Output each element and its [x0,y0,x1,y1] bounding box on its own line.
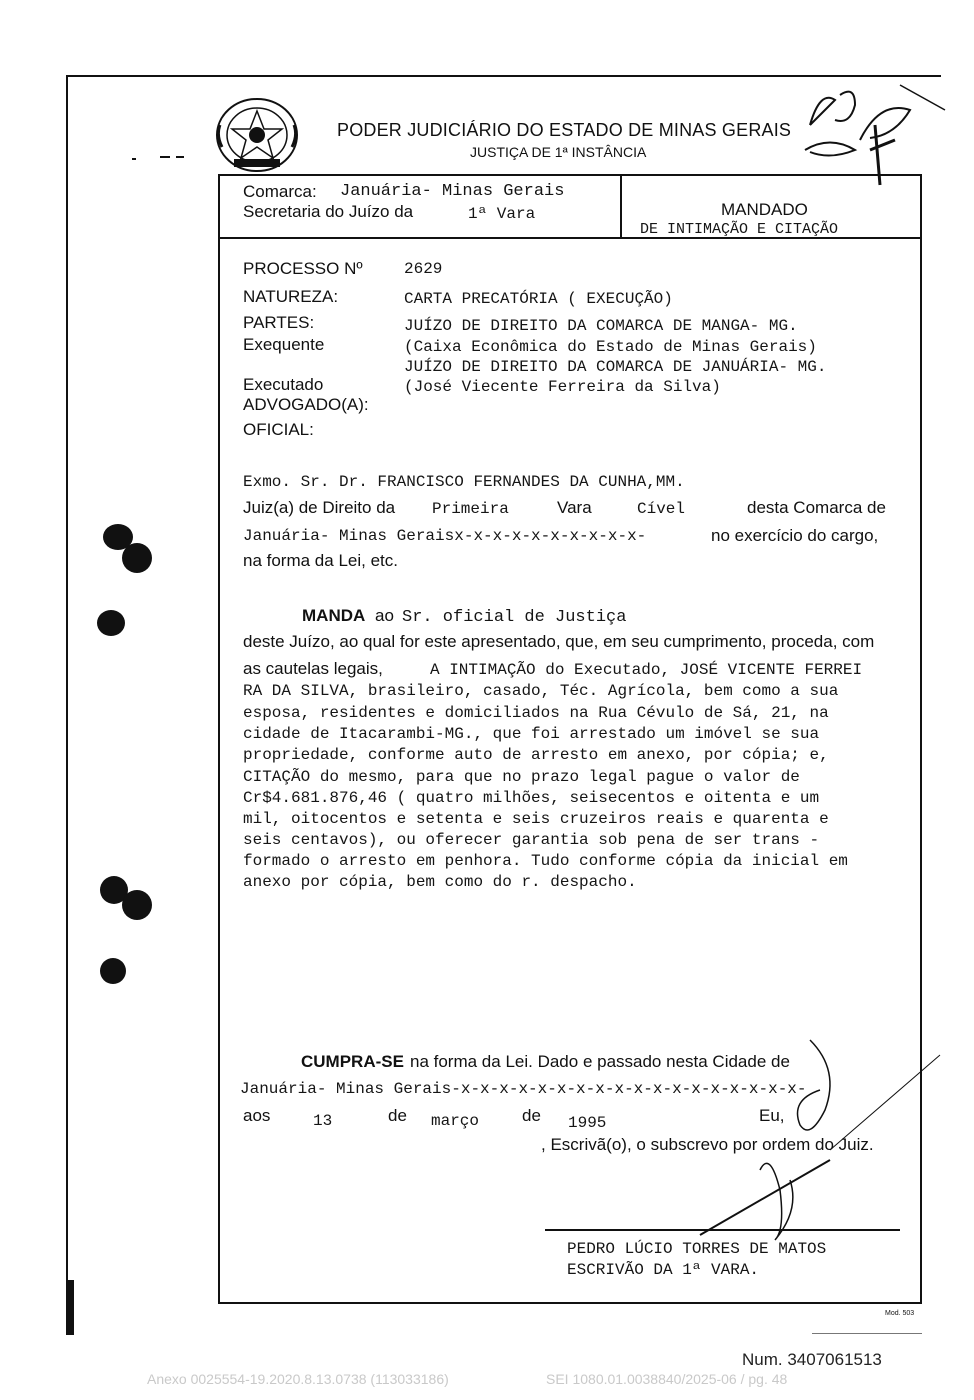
secretaria-label: Secretaria do Juízo da [243,202,414,221]
mandado-type: DE INTIMAÇÃO E CITAÇÃO [640,221,839,238]
margin-dark-mark [66,1280,74,1335]
footer-dash-line [812,1333,922,1334]
comarca-tail: desta Comarca de [747,498,886,517]
manda-body-line-8: mil, oitocentos e setenta e seis cruzeiros reais e quarenta e [243,810,829,828]
cautelas-text: as cautelas legais, [243,659,383,678]
cumpra-text: na forma da Lei. Dado e passado nesta Cidade de [410,1052,790,1071]
escriva-text: , Escrivã(o), o subscrevo por ordem do Juiz. [541,1135,874,1154]
natureza-label: NATUREZA: [243,287,339,306]
manda-label: MANDA [302,606,366,625]
document-number: Num. 3407061513 [742,1350,882,1369]
processo-number: 2629 [404,260,443,278]
manda-officer: Sr. oficial de Justiça [402,608,627,627]
executado-label: Executado [243,375,324,394]
processo-label: PROCESSO Nº [243,259,363,278]
closing-city-typed: Januária- Minas Gerais-x-x-x-x-x-x-x-x-x-x-x-x-x-x-x-x-x-x- [240,1080,807,1098]
manda-line-2: deste Juízo, ao qual for este apresentado, que, em seu cumprimento, proceda, com [243,632,875,651]
form-model-code: Mod. 503 [885,1310,915,1317]
header-title: PODER JUDICIÁRIO DO ESTADO DE MINAS GERAIS [337,120,792,140]
manda-body-line-7: Cr$4.681.876,46 ( quatro milhões, seisecentos e oitenta e um [243,789,820,807]
aos-label: aos [243,1106,271,1125]
year-value: 1995 [568,1114,607,1132]
forma-lei-text: na forma da Lei, etc. [243,551,398,570]
manda-body-line-4: cidade de Itacarambi-MG., que foi arrestado um imóvel se sua [243,725,820,743]
partes-line-4: (José Viecente Ferreira da Silva) [404,378,721,396]
exequente-label: Exequente [243,335,325,354]
partes-line-3: JUÍZO DE DIREITO DA COMARCA DE JANUÁRIA- MG. [404,358,827,376]
cumpra-label: CUMPRA-SE [301,1052,404,1071]
comarca-label: Comarca: [243,182,317,201]
partes-label: PARTES: [243,313,315,332]
month-value: março [431,1112,480,1130]
de-label-2: de [522,1106,541,1125]
comarca-value: Januária- Minas Gerais [340,182,565,201]
vara-ordinal: Primeira [432,500,509,518]
manda-body-line-2: RA DA SILVA, brasileiro, casado, Téc. Agrícola, bem como a sua [243,682,839,700]
mandado-title: MANDADO [721,200,808,219]
vara-type: Cível [637,500,686,518]
punch-hole-mark [122,543,152,573]
partes-line-1: JUÍZO DE DIREITO DA COMARCA DE MANGA- MG. [404,317,798,335]
judge-name-line: Exmo. Sr. Dr. FRANCISCO FERNANDES DA CUNHA,MM. [243,473,685,491]
mandado-box-divider [620,174,622,238]
judge-city-typed: Januária- Minas Geraisx-x-x-x-x-x-x-x-x-x- [243,527,647,545]
signer-name: PEDRO LÚCIO TORRES DE MATOS [567,1240,827,1258]
day-value: 13 [313,1112,333,1130]
advogado-label: ADVOGADO(A): [243,395,369,414]
page-mark-text [820,90,823,91]
natureza-value: CARTA PRECATÓRIA ( EXECUÇÃO) [404,290,673,308]
partes-line-2: (Caixa Econômica do Estado de Minas Gerais) [404,338,817,356]
left-border-line [66,75,68,1335]
manda-body-line-9: seis centavos), ou oferecer garantia sob pena de ser trans - [243,831,820,849]
margin-tick-mark [130,150,190,158]
top-border-line [66,75,941,77]
anexo-reference: Anexo 0025554-19.2020.8.13.0738 (113033186) [147,1371,449,1387]
state-emblem-icon [214,95,300,173]
secretaria-value: 1ª Vara [468,205,536,223]
exercicio-text: no exercício do cargo, [711,526,879,545]
vara-label: Vara [557,498,592,517]
de-label-1: de [388,1106,407,1125]
signature-line [545,1229,900,1231]
header-subtitle: JUSTIÇA DE 1ª INSTÂNCIA [470,144,647,160]
punch-hole-mark [100,958,126,984]
punch-hole-mark [97,610,125,636]
manda-body-line-5: propriedade, conforme auto de arresto em anexo, por cópia; e, [243,746,829,764]
signature-scribble [690,1030,950,1250]
manda-body-line-6: CITAÇÃO do mesmo, para que no prazo legal pague o valor de [243,768,800,786]
juiz-label: Juiz(a) de Direito da [243,498,396,517]
manda-body-line-10: formado o arresto em penhora. Tudo conforme cópia da inicial em [243,852,848,870]
oficial-label: OFICIAL: [243,420,314,439]
punch-hole-mark [122,890,152,920]
signer-role: ESCRIVÃO DA 1ª VARA. [567,1261,760,1279]
manda-ao: ao [375,606,394,625]
eu-label: Eu, [759,1106,785,1125]
sei-reference: SEI 1080.01.0038840/2025-06 / pg. 48 [546,1371,788,1387]
manda-body-line-3: esposa, residentes e domiciliados na Rua Cévulo de Sá, 21, na [243,704,829,722]
manda-body-line-11: anexo por cópia, bem como do r. despacho. [243,873,637,891]
manda-body-line-1: A INTIMAÇÃO do Executado, JOSÉ VICENTE FERREI [430,661,863,679]
